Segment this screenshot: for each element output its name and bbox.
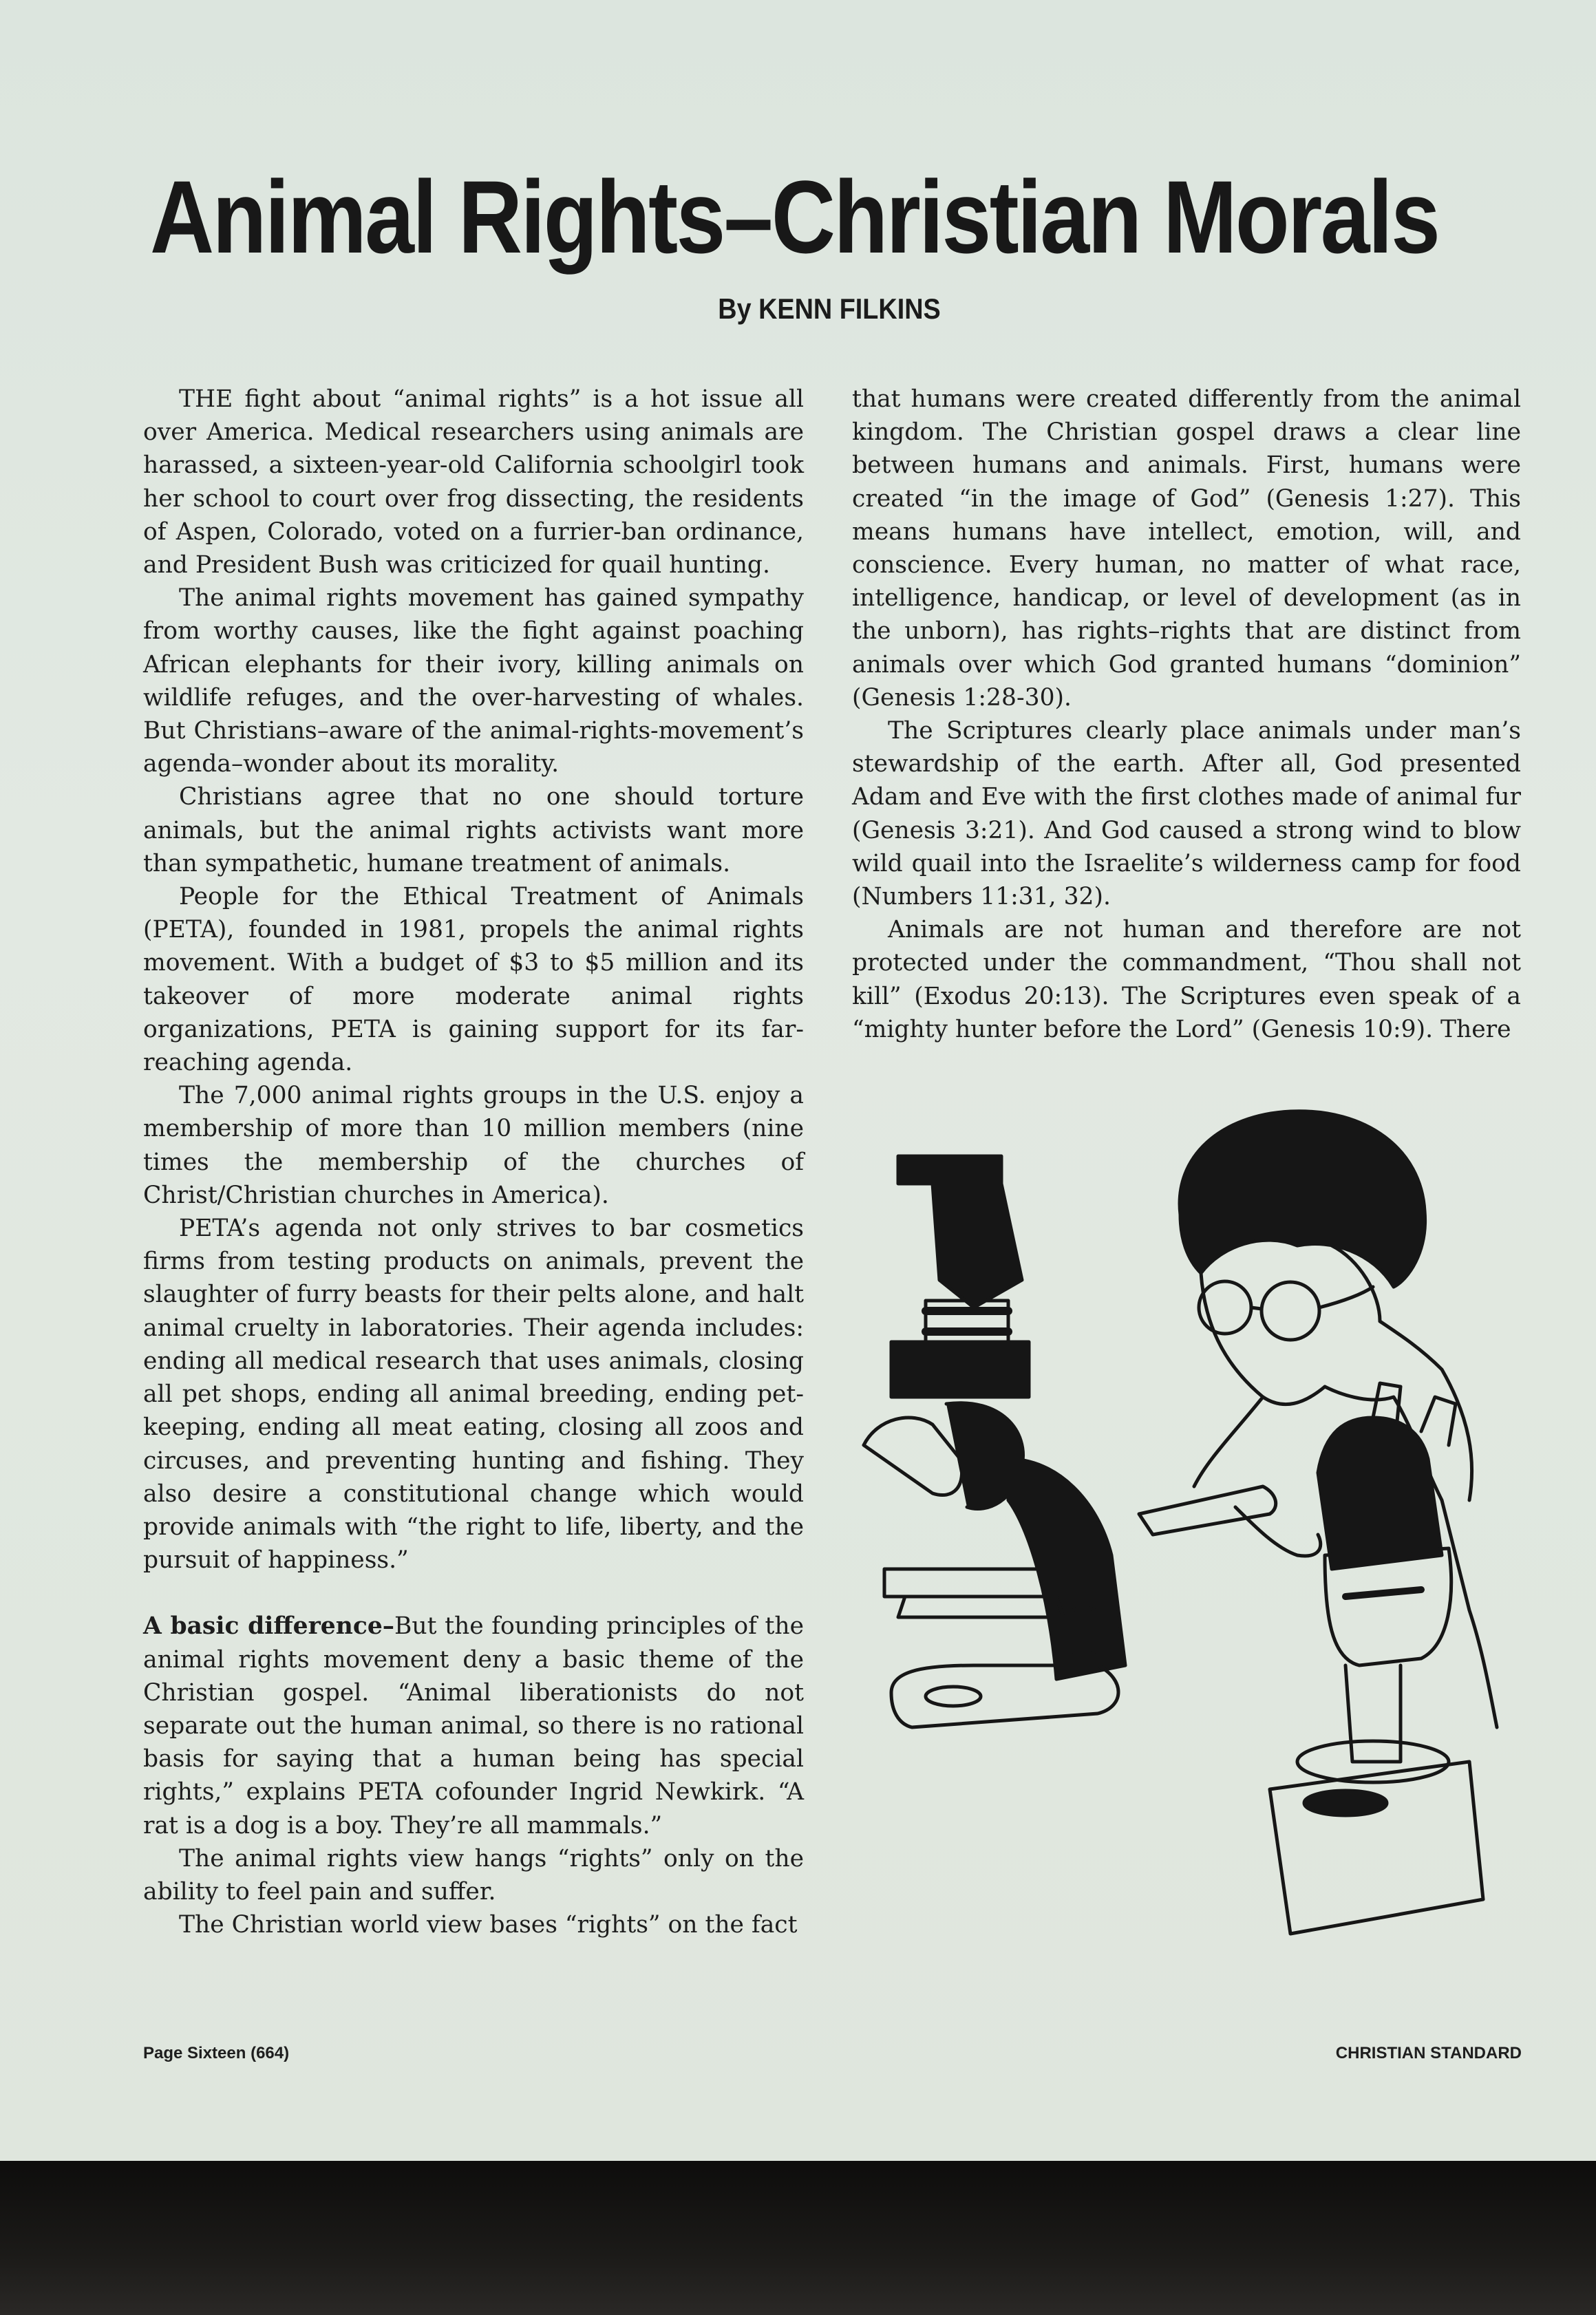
paragraph: The Scriptures clearly place animals under man’s stewardship of the earth. After all, God presented Adam and Eve with the first clothes made of animal fur (Genesis 3:21). And God caused a strong wind to blow wild quail into the Israelite’s wilderness camp for food (Numbers 11:31, 32). — [852, 717, 1521, 911]
subhead-paragraph-text: But the founding principles of the animal rights movement deny a basic theme of the Christian gospel. “Animal liberationists do not separate out the human animal, so there is no rational basis for saying that a human being has special rights,” explains PETA cofounder Ingrid Newkirk. “A rat is a dog is a boy. They’re all mammals.” — [143, 1612, 804, 1839]
paragraph: THE fight about “animal rights” is a hot issue all over America. Medical researchers using animals are harassed, a sixteen-year-old California schoolgirl took her school to court over frog dissecting, the residents of Aspen, Colorado, voted on a furrier-ban ordinance, and President Bush was criticized for quail hunting. — [143, 385, 804, 579]
paragraph: PETA’s agenda not only strives to bar cosmetics firms from testing products on animals, prevent the slaughter of furry beasts for their pelts alone, and halt animal cruelty in laboratories. Their agenda includes: ending all medical research that uses animals, closing all pet shops, ending all animal breeding, ending pet-keeping, ending all meat eating, closing all zoos and circuses, and preventing hunting and fishing. They also desire a constitutional change which would provide animals with “the right to life, liberty, and the pursuit of happiness.” — [143, 1215, 804, 1575]
paragraph: The animal rights view hangs “rights” only on the ability to feel pain and suffer. — [143, 1844, 804, 1906]
paragraph: Christians agree that no one should torture animals, but the animal rights activists want more than sympathetic, humane treatment of animals. — [143, 783, 804, 877]
article-title: Animal Rights–Christian Morals — [150, 159, 1439, 275]
paragraph: People for the Ethical Treatment of Animals (PETA), founded in 1981, propels the animal rights movement. With a budget of $3 to $5 million and its takeover of more moderate animal rights organizations, PETA is gaining support for its far-reaching agenda. — [143, 883, 804, 1077]
paragraph: The Christian world view bases “rights” on the fact — [179, 1911, 798, 1939]
section-subhead: A basic difference– — [143, 1612, 395, 1641]
publication-name: CHRISTIAN STANDARD — [1335, 2044, 1522, 2062]
paragraph: The 7,000 animal rights groups in the U.S. enjoy a membership of more than 10 million members (nine times the membership of the churches of Christ/Christian churches in America). — [143, 1082, 804, 1209]
scientist-microscope-illustration — [850, 1074, 1521, 1996]
left-column — [143, 383, 804, 1941]
background-surface — [0, 2161, 1596, 2315]
right-column — [852, 383, 1521, 1046]
subhead-paragraph — [143, 1610, 804, 1842]
page-number: Page Sixteen (664) — [143, 2044, 290, 2062]
paragraph: The animal rights movement has gained sympathy from worthy causes, like the fight against poaching African elephants for their ivory, killing animals on wildlife refuges, and the over-harvesting of whales. But Christians–aware of the animal-rights-movement’s agenda–wonder about its morality. — [143, 584, 804, 778]
paragraph: that humans were created differently from the animal kingdom. The Christian gospel draws a clear line between humans and animals. First, humans were created “in the image of God” (Genesis 1:27). This means humans have intellect, emotion, will, and conscience. Every human, no matter of what race, intelligence, handicap, or level of development (as in the unborn), has rights–rights that are distinct from animals over which God granted humans “dominion” (Genesis 1:28-30). — [852, 385, 1521, 712]
article-byline: By KENN FILKINS — [718, 292, 941, 325]
paragraph: Animals are not human and therefore are not protected under the commandment, “Thou shall not kill” (Exodus 20:13). The Scriptures even speak of a “mighty hunter before the Lord” (Genesis 10:9). There — [852, 916, 1521, 1043]
